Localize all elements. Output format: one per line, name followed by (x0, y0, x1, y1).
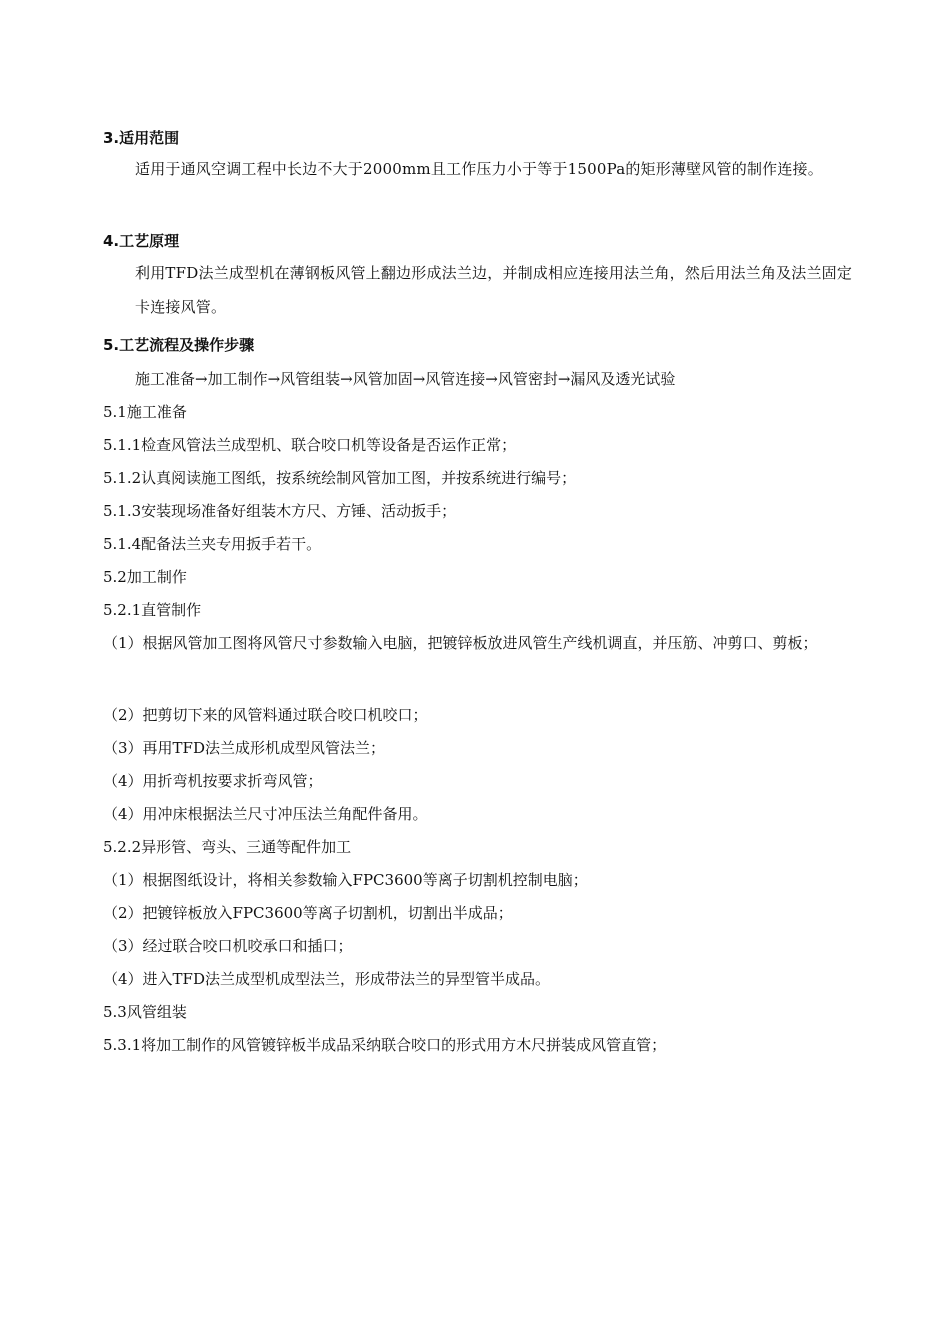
section-heading-4: 4.工艺原理 (103, 232, 180, 250)
list-item: 5.2.1直管制作 (103, 601, 202, 619)
list-item: 5.3.1将加工制作的风管镀锌板半成品采纳联合咬口的形式用方木尺拼装成风管直管； (103, 1036, 667, 1054)
list-item: （1）根据风管加工图将风管尺寸参数输入电脑，把镀锌板放进风管生产线机调直，并压筋、冲剪口、剪板； (103, 634, 818, 652)
section-paragraph-4: 利用TFD法兰成型机在薄钢板风管上翻边形成法兰边，并制成相应连接用法兰角，然后用法兰角及法兰固定卡连接风管。 (135, 264, 853, 316)
list-item: （2）把镀锌板放入FPC3600等离子切割机，切割出半成品； (103, 904, 513, 922)
section-paragraph-3: 适用于通风空调工程中长边不大于2000mm且工作压力小于等于1500Pa的矩形薄壁风管的制作连接。 (135, 160, 823, 178)
list-item: 5.2加工制作 (103, 568, 187, 586)
list-item: 5.1施工准备 (103, 403, 187, 421)
list-item: 5.1.4配备法兰夹专用扳手若干。 (103, 535, 322, 553)
list-item: （3）经过联合咬口机咬承口和插口； (103, 937, 353, 955)
list-item: 5.3风管组装 (103, 1003, 187, 1021)
list-item: 5.1.3安装现场准备好组装木方尺、方锤、活动扳手； (103, 502, 457, 520)
process-flow: 施工准备→加工制作→风管组装→风管加固→风管连接→风管密封→漏风及透光试验 (135, 370, 676, 388)
list-item: 5.1.1检查风管法兰成型机、联合咬口机等设备是否运作正常； (103, 436, 517, 454)
list-item: （4）用冲床根据法兰尺寸冲压法兰角配件备用。 (103, 805, 428, 823)
section-heading-3: 3.适用范围 (103, 129, 180, 147)
list-item: （3）再用TFD法兰成形机成型风管法兰； (103, 739, 385, 757)
list-item: （4）用折弯机按要求折弯风管； (103, 772, 323, 790)
list-item: （2）把剪切下来的风管料通过联合咬口机咬口； (103, 706, 428, 724)
list-item: 5.1.2认真阅读施工图纸，按系统绘制风管加工图，并按系统进行编号； (103, 469, 577, 487)
list-item: 5.2.2异形管、弯头、三通等配件加工 (103, 838, 352, 856)
list-item: （1）根据图纸设计，将相关参数输入FPC3600等离子切割机控制电脑； (103, 871, 588, 889)
list-item: （4）进入TFD法兰成型机成型法兰，形成带法兰的异型管半成品。 (103, 970, 550, 988)
section-heading-5: 5.工艺流程及操作步骤 (103, 336, 255, 354)
